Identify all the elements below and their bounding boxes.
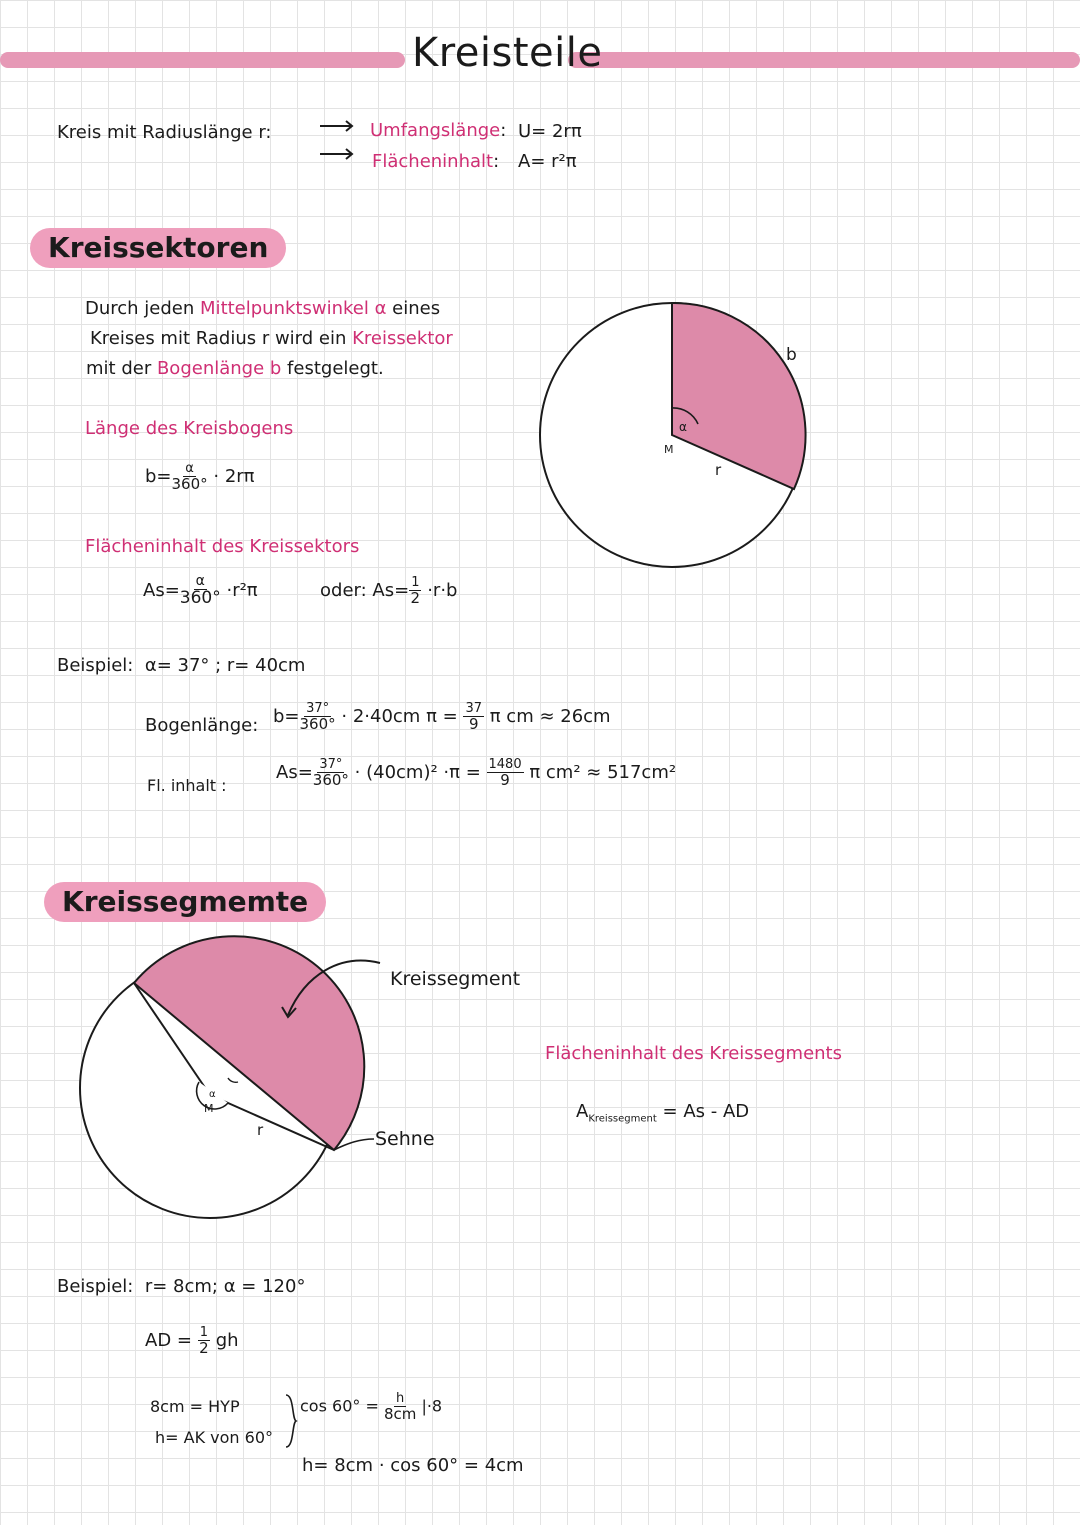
segment-label-r: r xyxy=(257,1121,264,1139)
segment-label-m: M xyxy=(204,1102,214,1115)
flaeche-label: Flächeninhalt: xyxy=(372,151,500,172)
segment-label-alpha: α xyxy=(209,1089,216,1100)
sektor-description-line3: mit der Bogenlänge b festgelegt. xyxy=(86,358,384,379)
bogen-heading: Länge des Kreisbogens xyxy=(85,418,294,439)
sector-label-b: b xyxy=(786,345,797,365)
arrow-icon xyxy=(318,118,358,168)
sector-label-alpha: α xyxy=(679,420,687,434)
page-title: Kreisteile xyxy=(412,30,603,76)
heading-kreissektoren: Kreissektoren xyxy=(30,228,286,268)
sector-label-r: r xyxy=(715,461,722,479)
flaeche-formula: A= r²π xyxy=(518,151,577,172)
intro-label: Kreis mit Radiuslänge r: xyxy=(57,122,272,143)
sehne-label: Sehne xyxy=(375,1128,435,1150)
sector-diagram xyxy=(530,300,820,590)
beispiel-ak: h= AK von 60° xyxy=(155,1428,273,1447)
segment-flaeche-formula: $A_{Kreissegment} = As$ - AD xyxy=(576,1101,750,1125)
heading-kreissegmente: Kreissegmemte xyxy=(44,882,326,922)
sektor-flaeche-heading: Flächeninhalt des Kreissektors xyxy=(85,536,360,557)
beispiel-fl-calc: As= $\frac{37^\circ}{360^\circ}$ · (40cm)² ·π = $\frac{1480}{9}$ π cm² ≈ 517cm² xyxy=(276,757,677,789)
umfang-label: Umfangslänge: xyxy=(370,120,507,141)
sektor-flaeche-oder: oder: As= $\frac{1}{2}$ ·r·b xyxy=(320,575,458,607)
sektor-description-line2: Kreises mit Radius r wird ein Kreissektor xyxy=(90,328,453,349)
beispiel-segment: Beispiel: r= 8cm; α = 120° xyxy=(57,1276,306,1297)
sektor-description-line1: Durch jeden Mittelpunktswinkel α eines xyxy=(85,298,441,319)
segment-label: Kreissegment xyxy=(390,968,521,990)
beispiel-cos: cos 60° = $\frac{h}{8cm}$ |·8 xyxy=(300,1391,443,1423)
title-bar-left xyxy=(0,52,405,68)
brace-icon xyxy=(284,1393,298,1449)
beispiel-hyp: 8cm = HYP xyxy=(150,1397,240,1416)
beispiel-ad-formula: AD = $\frac{1}{2}$ gh xyxy=(145,1325,239,1357)
sector-label-m: M xyxy=(664,443,674,456)
title-bar-right xyxy=(568,52,1080,68)
segment-flaeche-heading: Flächeninhalt des Kreissegments xyxy=(545,1043,842,1064)
beispiel-sektor: Beispiel: α= 37° ; r= 40cm xyxy=(57,655,306,676)
beispiel-result: h= 8cm · cos 60° = 4cm xyxy=(302,1455,524,1476)
beispiel-bogen-label: Bogenlänge: xyxy=(145,715,259,736)
beispiel-bogen-calc: b= $\frac{37^\circ}{360^\circ}$ · 2·40cm π = $\frac{37}{9}$ π cm ≈ 26cm xyxy=(273,701,611,733)
beispiel-fl-label: Fl. inhalt : xyxy=(147,776,227,795)
umfang-formula: U= 2rπ xyxy=(518,121,582,142)
bogen-formula: b= $\frac{\alpha}{360^\circ}$ · 2rπ xyxy=(145,461,255,493)
sektor-flaeche-formula: As= $\frac{\alpha}{360^\circ}$ ·r²π xyxy=(143,573,258,608)
